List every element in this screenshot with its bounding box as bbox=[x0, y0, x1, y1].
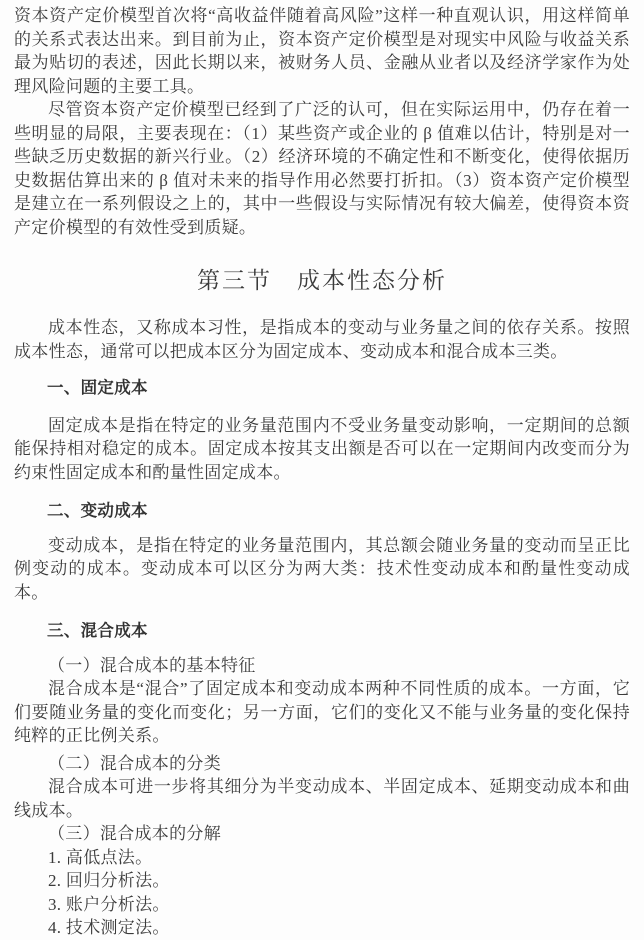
subheading-mixed-classification: （二）混合成本的分类 bbox=[48, 753, 221, 773]
list-item-method-high-low: 1. 高低点法。 bbox=[48, 847, 153, 867]
heading-fixed-cost: 一、固定成本 bbox=[47, 379, 148, 397]
paragraph-mixed-classification: 混合成本可进一步将其细分为半变动成本、半固定成本、延期变动成本和曲线成本。 bbox=[14, 777, 630, 820]
heading-variable-cost: 二、变动成本 bbox=[47, 502, 148, 520]
section-heading: 第三节 成本性态分析 bbox=[197, 268, 447, 293]
list-item-method-account-analysis: 3. 账户分析法。 bbox=[48, 894, 170, 914]
list-item-method-regression: 2. 回归分析法。 bbox=[48, 871, 170, 890]
paragraph-variable-cost: 变动成本，是指在特定的业务量范围内，其总额会随业务量的变动而呈正比例变动的成本。变动成本可以区分为两大类：技术性变动成本和酌量性变动成本。 bbox=[14, 535, 630, 602]
subheading-mixed-features: （一）混合成本的基本特征 bbox=[48, 655, 256, 675]
list-item-method-engineering: 4. 技术测定法。 bbox=[48, 918, 170, 937]
paragraph-fixed-cost: 固定成本是指在特定的业务量范围内不受业务量变动影响，一定期间的总额能保持相对稳定的成本。固定成本按其支出额是否可以在一定期间内改变而分为约束性固定成本和酌量性固定成本。 bbox=[14, 415, 630, 482]
subheading-mixed-decomposition: （三）混合成本的分解 bbox=[48, 824, 221, 843]
paragraph-cost-behavior-intro: 成本性态，又称成本习性，是指成本的变动与业务量之间的依存关系。按照成本性态，通常可以把成本区分为固定成本、变动成本和混合成本三类。 bbox=[14, 318, 630, 361]
heading-mixed-cost: 三、混合成本 bbox=[47, 622, 148, 640]
paragraph-mixed-features: 混合成本是“混合”了固定成本和变动成本两种不同性质的成本。一方面，它们要随业务量的变化而变化；另一方面，它们的变化又不能与业务量的变化保持纯粹的正比例关系。 bbox=[14, 679, 630, 745]
paragraph-capm-limitations: 尽管资本资产定价模型已经到了广泛的认可，但在实际运用中，仍存在着一些明显的局限，主要表现在：（1）某些资产或企业的 β 值难以估计，特别是对一些缺乏历史数据的新兴行业。（2）经济环境的不确定性和不断变化，使得依据历史数据估算出来的 β 值对未来的指导作用必然要打折扣。（3）资本资产定价模型是建立在一系列假设之上的，其中一些假设与实际情况有较大偏差，使得资本资产定价模型的有效性受到质疑。 bbox=[14, 100, 630, 237]
paragraph-capm-conclusion: 资本资产定价模型首次将“高收益伴随着高风险”这样一种直观认识，用这样简单的关系式表达出来。到目前为止，资本资产定价模型是对现实中风险与收益关系最为贴切的表述，因此长期以来，被财务人员、金融从业者以及经济学家作为处理风险问题的主要工具。 bbox=[14, 6, 630, 96]
